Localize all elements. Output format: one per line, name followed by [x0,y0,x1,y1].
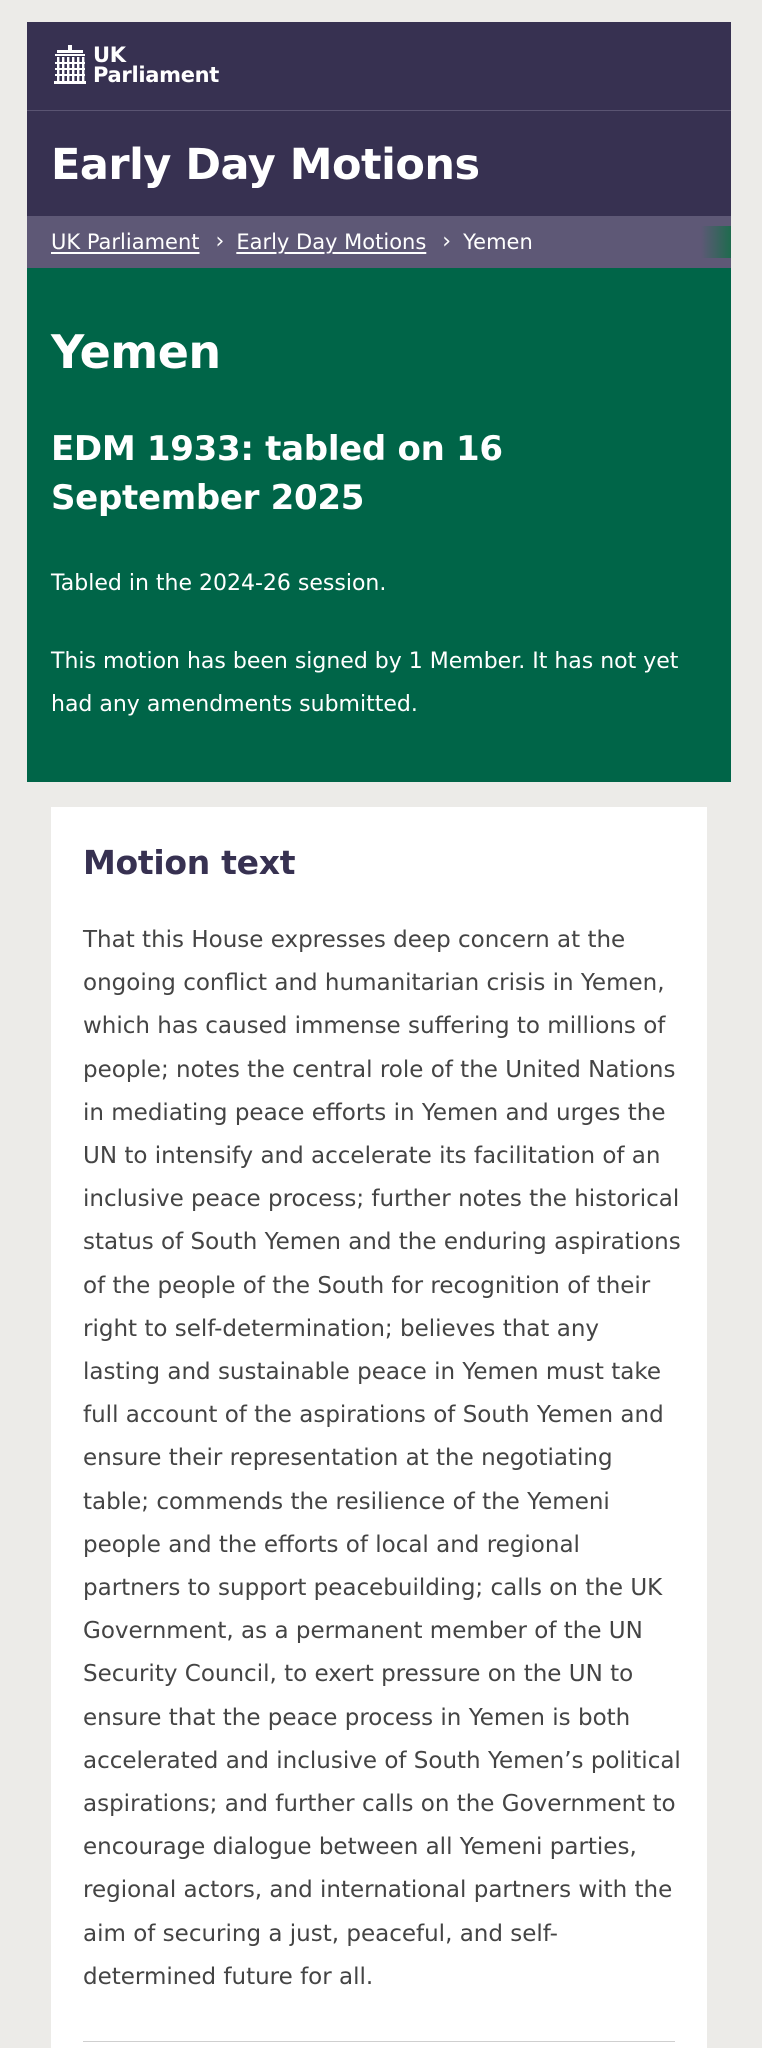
signatures-info: This motion has been signed by 1 Member. It has not yet had any amendments submitted. [51,649,679,717]
uk-parliament-logo[interactable] [53,45,219,85]
motion-hero [27,268,731,782]
breadcrumb-scroll-fade [701,226,731,258]
logo-line-uk: UK [93,43,126,67]
logo-line-parliament: Parliament [93,63,220,87]
portcullis-icon [53,45,87,85]
motion-text-card [51,807,707,2048]
site-header [27,22,731,111]
session-info: Tabled in the 2024-26 session. [51,571,387,596]
breadcrumb [27,216,731,268]
divider [83,2041,675,2042]
section-title: Early Day Motions [51,140,480,190]
motion-title: Yemen [51,325,221,379]
motion-subtitle: EDM 1933: tabled on 16 September 2025 [51,429,503,518]
breadcrumb-current: Yemen [463,230,533,254]
chevron-right-icon: › [215,229,225,254]
breadcrumb-link-uk-parliament[interactable]: UK Parliament [51,230,200,254]
breadcrumb-list [51,229,533,255]
motion-text-heading: Motion text [83,843,296,882]
chevron-right-icon: › [442,229,452,254]
logo-text [93,45,219,85]
breadcrumb-link-early-day-motions[interactable]: Early Day Motions [236,230,427,254]
section-bar [27,111,731,216]
motion-text-body: That this House expresses deep concern at the ongoing conflict and humanitarian crisis in Yemen, which has caused immense suffering to millions of people; notes the central role of the United Nations in mediating peace efforts in Yemen and urges the UN to intensify and accelerate its facilitation of an inclusive peace process; further notes the historical status of South Yemen and the enduring aspirations of the people of the South for recognition of their right to self-determination; believes that any lasting and sustainable peace in Yemen must take full account of the aspirations of South Yemen and ensure their representation at the negotiating table; commends the resilience of the Yemeni people and the efforts of local and regional partners to support peacebuilding; calls on the UK Government, as a permanent member of the UN Security Council, to exert pressure on the UN to ensure that the peace process in Yemen is both accelerated and inclusive of South Yemen’s political aspirations; and further calls on the Government to encourage dialogue between all Yemeni parties, regional actors, and international partners with the aim of securing a just, peaceful, and self-determined future for all. [83,927,681,1990]
